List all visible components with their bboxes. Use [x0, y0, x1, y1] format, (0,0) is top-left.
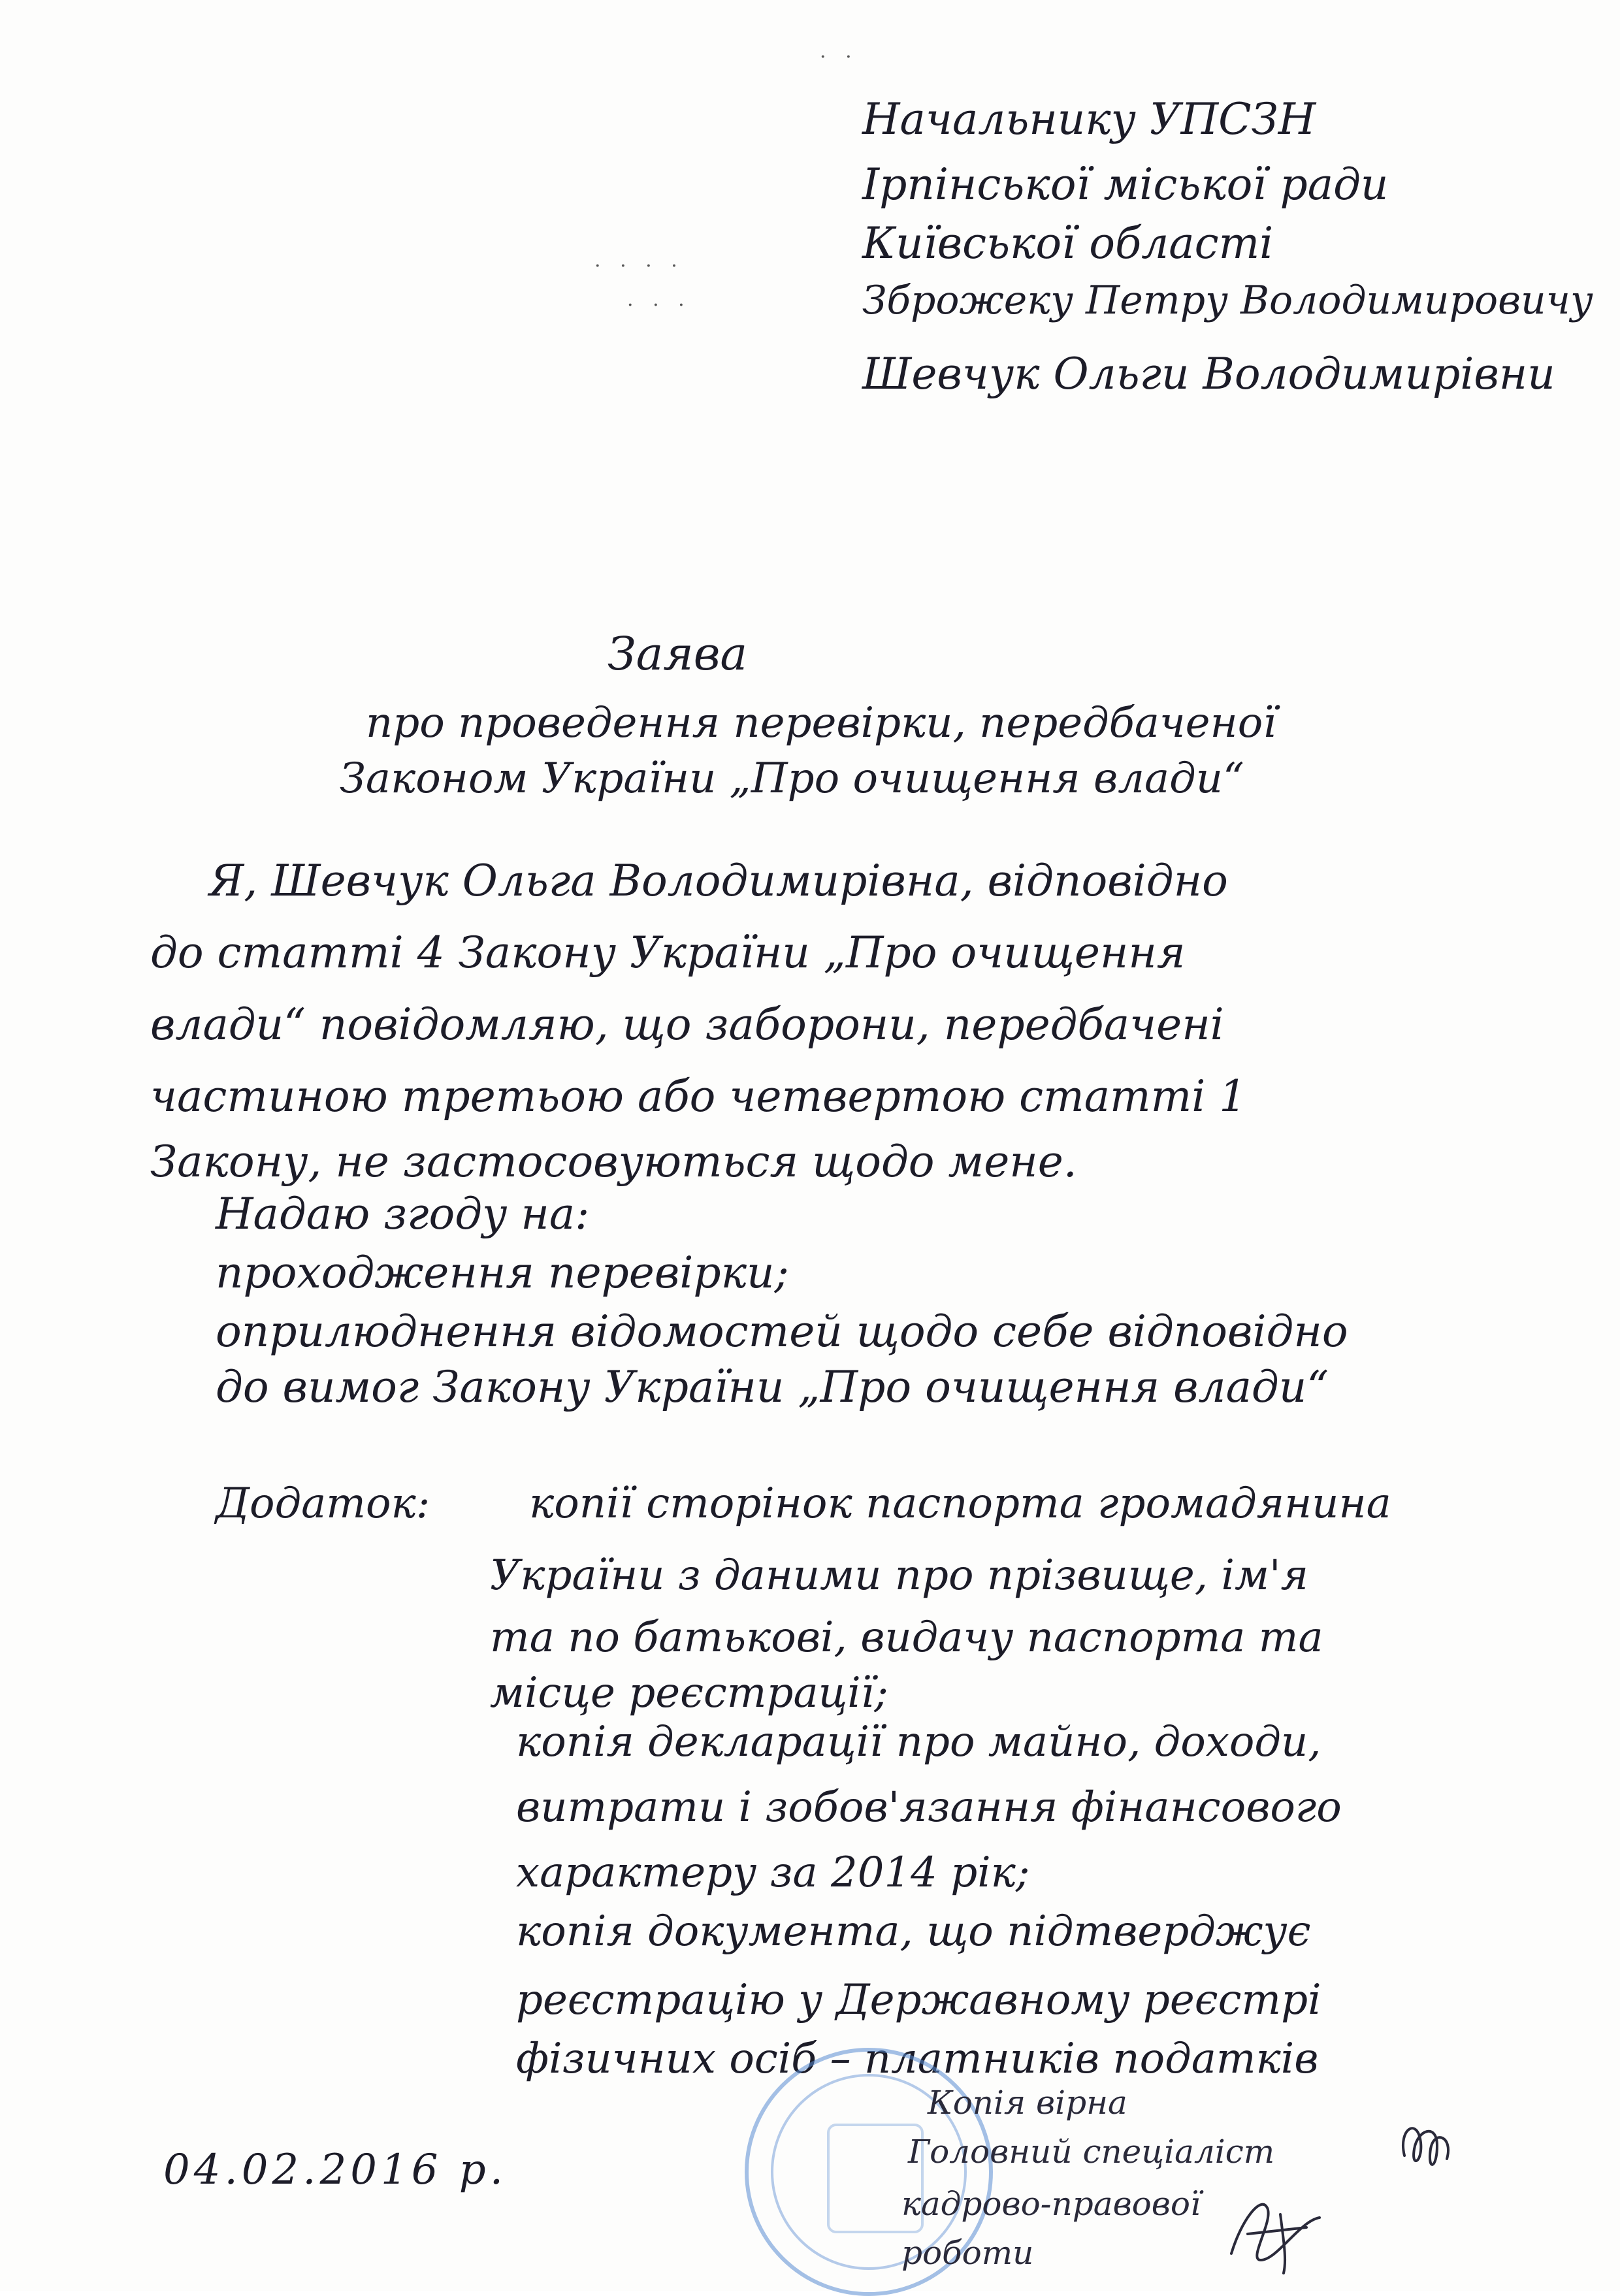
consent-item: проходження перевірки; [216, 1248, 789, 1298]
attachment-line: фізичних осіб – платників податків [516, 2035, 1319, 2083]
attachment-line: витрати і зобов'язання фінансового [516, 1783, 1342, 1832]
attachment-line: копія декларації про майно, доходи, [516, 1718, 1321, 1766]
document-subtitle-line: про проведення перевірки, передбаченої [366, 699, 1276, 747]
applicant-name-line: Шевчук Ольги Володимирівни [862, 349, 1555, 399]
body-line: Я, Шевчук Ольга Володимирівна, відповідно [209, 856, 1228, 906]
consent-item: до вимог Закону України „Про очищення влади“ [216, 1362, 1329, 1412]
certification-line: Копія вірна [928, 2084, 1127, 2122]
addressee-line: Начальнику УПСЗН [862, 94, 1316, 144]
attachment-line: місце реєстрації; [490, 1669, 888, 1717]
document-subtitle-line: Законом України „Про очищення влади“ [340, 754, 1244, 803]
body-line: Закону, не застосовуються щодо мене. [150, 1137, 1077, 1187]
addressee-line: Київської області [862, 218, 1274, 268]
consent-item: оприлюднення відомостей щодо себе відповідно [216, 1306, 1348, 1357]
certifier-signature [1222, 2182, 1333, 2280]
attachment-label: Додаток: [216, 1479, 430, 1528]
scan-speck: · · [820, 46, 858, 69]
body-line: до статті 4 Закону України „Про очищення [150, 928, 1186, 978]
addressee-line: Ірпінської міської ради [862, 159, 1389, 210]
body-line: влади“ повідомляю, що заборони, передбачені [150, 999, 1224, 1050]
consent-heading: Надаю згоду на: [216, 1189, 590, 1239]
body-line: частиною третьою або четвертою статті 1 [150, 1071, 1247, 1122]
certification-line: роботи [901, 2234, 1034, 2272]
document-title: Заява [608, 627, 748, 681]
certification-line: Головний спеціаліст [908, 2133, 1275, 2171]
scan-speck: · · · · [594, 255, 684, 278]
addressee-line: Зброжеку Петру Володимировичу [862, 278, 1593, 323]
certification-line: кадрово-правової [901, 2185, 1201, 2223]
attachment-line: України з даними про прізвище, ім'я [490, 1551, 1308, 1600]
attachment-line: та по батькові, видачу паспорта та [490, 1613, 1323, 1662]
attachment-line: копія документа, що підтверджує [516, 1907, 1311, 1956]
attachment-line: реєстрацію у Державному реєстрі [516, 1976, 1321, 2024]
applicant-signature [1391, 2110, 1463, 2182]
document-date: 04.02.2016 р. [163, 2146, 508, 2194]
attachment-line: характеру за 2014 рік; [516, 1849, 1030, 1897]
scan-speck: · · · [627, 294, 691, 317]
attachment-line: копії сторінок паспорта громадянина [529, 1479, 1391, 1528]
